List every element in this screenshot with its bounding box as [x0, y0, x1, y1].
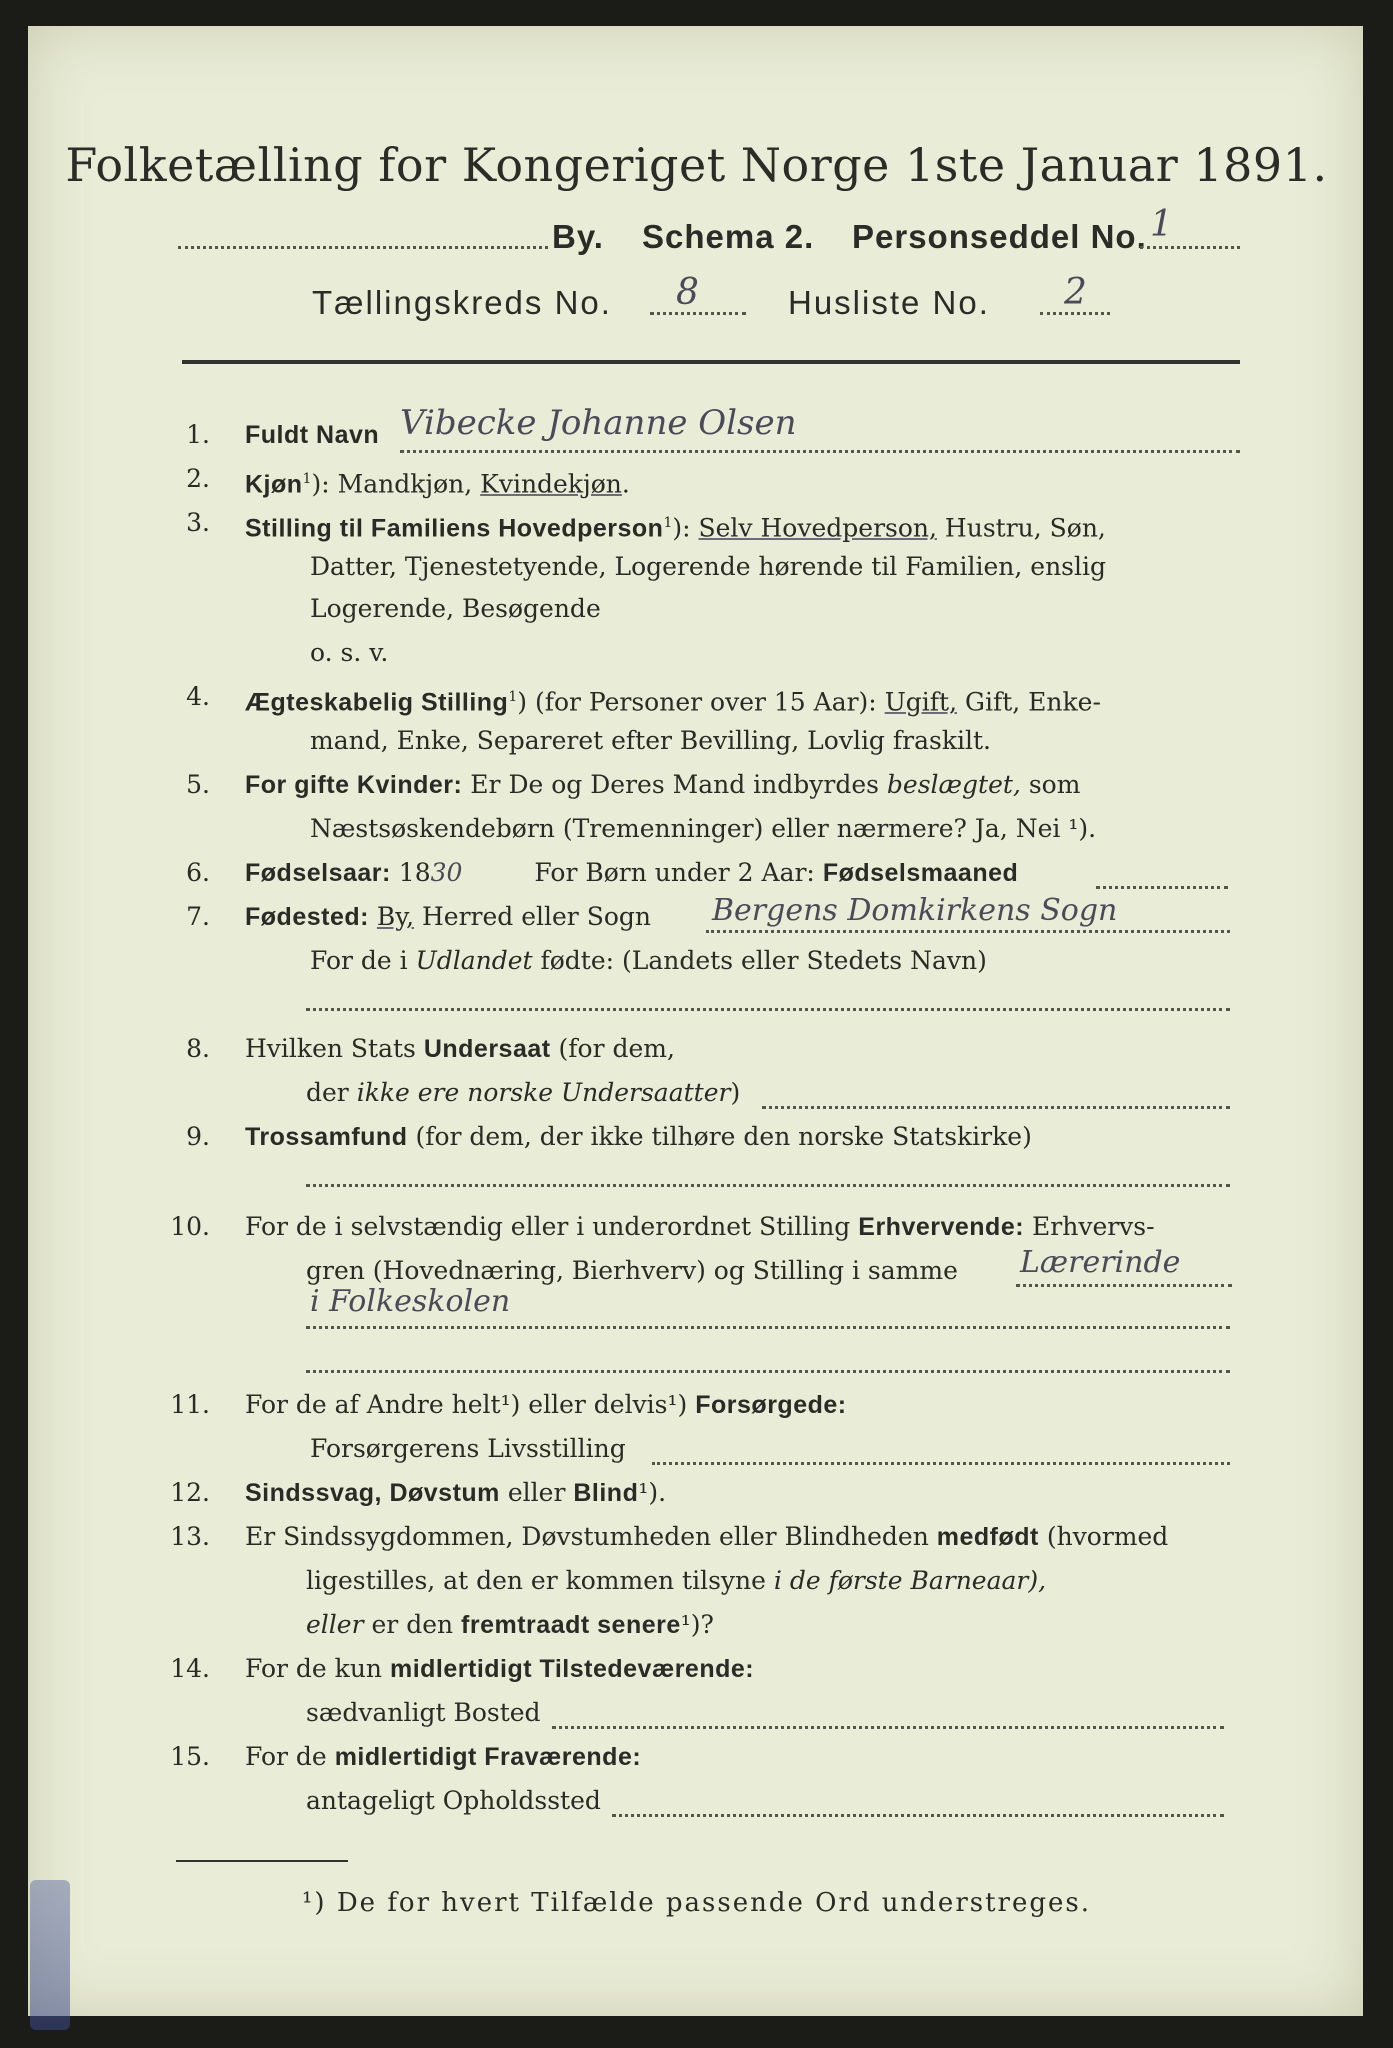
field-11-dotted-line — [652, 1462, 1230, 1465]
field-11-line-2: Forsørgerens Livsstilling — [310, 1434, 626, 1463]
field-10-dotted-line — [1016, 1284, 1232, 1287]
personseddel-label: Personseddel No. — [852, 218, 1147, 255]
field-15-dotted-line — [612, 1814, 1224, 1817]
field-10-dotted-line-2 — [306, 1326, 1230, 1329]
field-7-dotted-line-2 — [306, 1008, 1230, 1011]
field-3-line-3: Logerende, Besøgende — [310, 594, 601, 623]
field-6-dotted-line — [1096, 886, 1228, 889]
field-14-dotted-line — [552, 1726, 1224, 1729]
taellingskreds-value: 8 — [676, 272, 699, 313]
field-7-value: Bergens Domkirkens Sogn — [712, 893, 1118, 928]
taellingskreds-dotted-line — [650, 312, 746, 315]
footnote: ¹) De for hvert Tilfælde passende Ord understreges. — [301, 1888, 1091, 1918]
field-8-dotted-line — [762, 1106, 1230, 1109]
field-1-value: Vibecke Johanne Olsen — [400, 403, 797, 443]
field-1-dotted-line — [400, 450, 1240, 453]
by-label: By. — [552, 218, 604, 255]
field-3-line-4: o. s. v. — [310, 638, 389, 667]
field-15-line-2: antageligt Opholdssted — [306, 1786, 601, 1815]
field-10-dotted-line-3 — [306, 1370, 1230, 1373]
personseddel-dotted-line — [1140, 246, 1240, 249]
schema-label: Schema 2. — [642, 218, 815, 255]
personseddel-value: 1 — [1150, 204, 1173, 245]
field-1-label: Fuldt Navn — [245, 421, 380, 449]
husliste-value: 2 — [1064, 272, 1087, 313]
field-10-value-1: Lærerinde — [1020, 1245, 1181, 1280]
field-7-dotted-line — [706, 930, 1230, 933]
field-10-value-2: i Folkeskolen — [310, 1284, 511, 1319]
field-3-line-2: Datter, Tjenestetyende, Logerende hørende til Familien, enslig — [310, 552, 1107, 581]
field-9-dotted-line — [306, 1184, 1230, 1187]
husliste-label: Husliste No. — [788, 284, 990, 321]
by-dotted-line — [178, 246, 548, 249]
husliste-dotted-line — [1040, 312, 1110, 315]
header-rule — [182, 360, 1240, 364]
taellingskreds-label: Tællingskreds No. — [312, 284, 612, 321]
field-6-value: 30 — [430, 858, 463, 887]
form-title: Folketælling for Kongeriget Norge 1ste Januar 1891. — [65, 138, 1328, 192]
footnote-rule — [176, 1860, 348, 1862]
field-14-line-2: sædvanligt Bosted — [306, 1698, 541, 1727]
field-5-line-2: Næstsøskendebørn (Tremenninger) eller nærmere? Ja, Nei ¹). — [310, 814, 1097, 843]
field-4-line-2: mand, Enke, Separeret efter Bevilling, Lovlig fraskilt. — [310, 726, 991, 755]
census-form-sheet — [28, 26, 1363, 2016]
